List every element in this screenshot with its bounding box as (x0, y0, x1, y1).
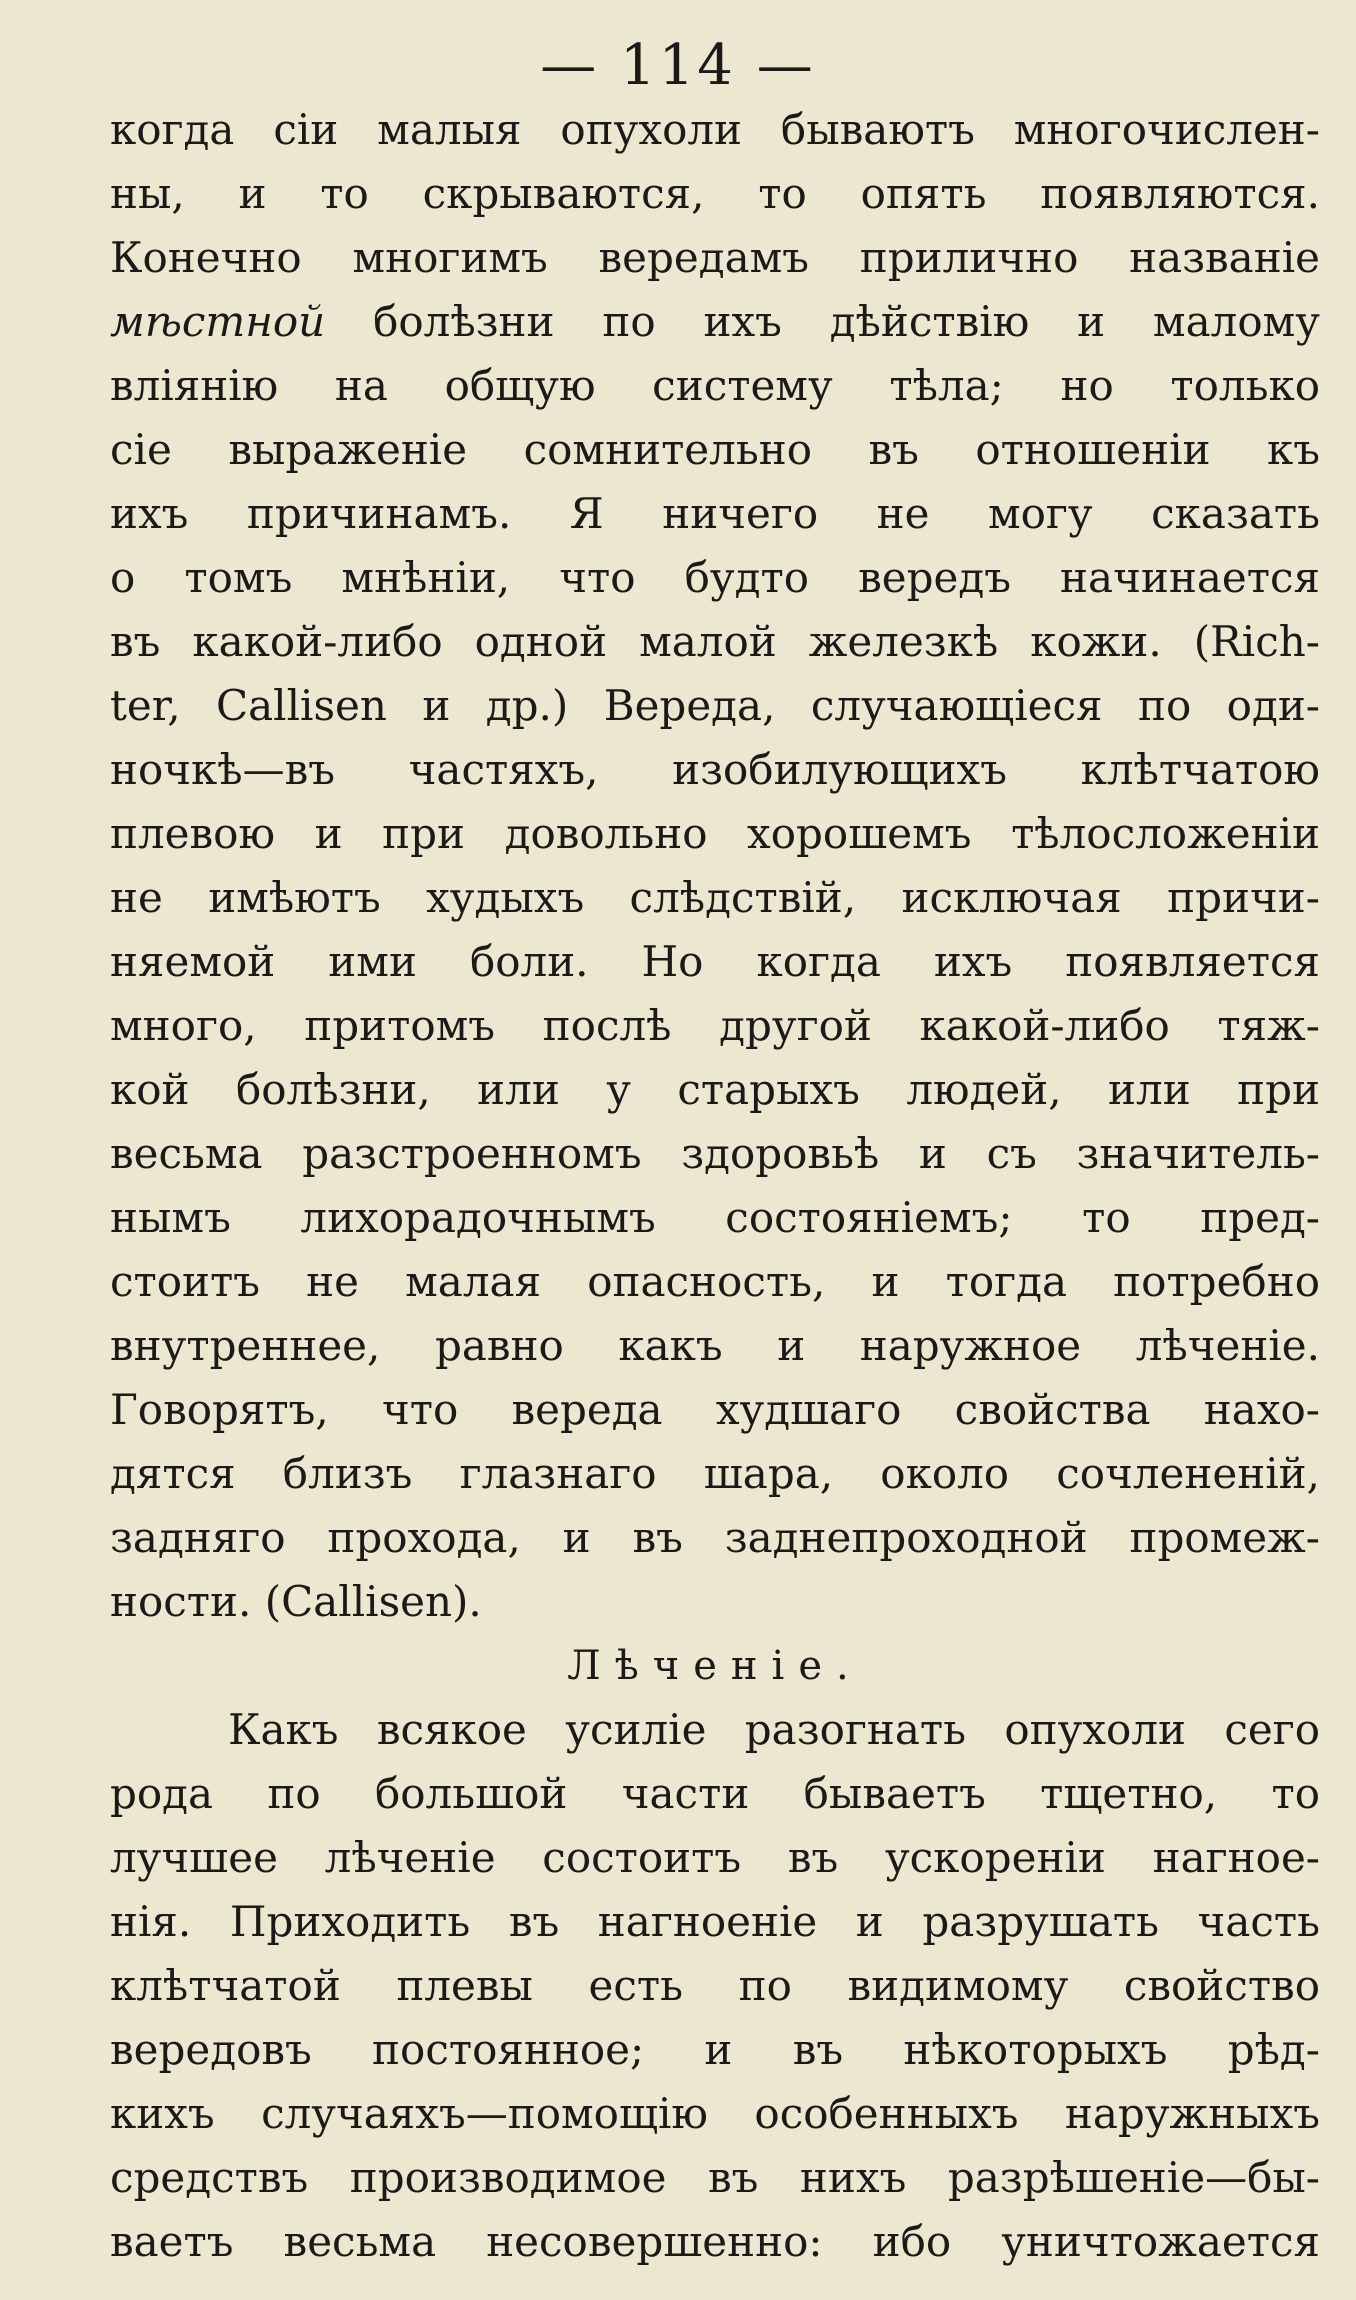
text-line: ночкѣ—въ частяхъ, изобилующихъ клѣтчатою (110, 745, 1320, 794)
text-line: плевою и при довольно хорошемъ тѣлосложеніи (110, 809, 1320, 858)
text-line: задняго прохода, и въ заднепроходной промеж- (110, 1513, 1320, 1562)
text-line: кихъ случаяхъ—помощію особенныхъ наружныхъ (110, 2089, 1320, 2138)
text-line: ихъ причинамъ. Я ничего не могу сказать (110, 489, 1320, 538)
text-block (110, 98, 1320, 2274)
text-line: нія. Приходить въ нагноеніе и разрушать часть (110, 1897, 1320, 1946)
text-line: нымъ лихорадочнымъ состояніемъ; то пред- (110, 1193, 1320, 1242)
page-number: — 114 — (540, 33, 816, 98)
text-line: ter, Callisen и др.) Вереда, случающіеся по оди- (110, 681, 1320, 730)
text-line: Какъ всякое усиліе разогнать опухоли сего (228, 1705, 1320, 1754)
text-line: ны, и то скрываются, то опять появляются. (110, 169, 1320, 218)
text-line: вліянію на общую систему тѣла; но только (110, 361, 1320, 410)
text-line: лучшее лѣченіе состоитъ въ ускореніи нагное- (110, 1833, 1320, 1882)
text-line: весьма разстроенномъ здоровьѣ и съ значитель- (110, 1129, 1320, 1178)
italic-word: мѣстной (110, 297, 326, 346)
text-line: ности. (Callisen). (110, 1577, 482, 1626)
text-line: ваетъ весьма несовершенно: ибо уничтожается (110, 2217, 1320, 2266)
paragraph-1 (110, 98, 1320, 1634)
text-line-rest: болѣзни по ихъ дѣйствію и малому (373, 297, 1320, 346)
text-line: средствъ производимое въ нихъ разрѣшеніе—бы- (110, 2153, 1320, 2202)
paragraph-2 (110, 1698, 1320, 2274)
text-line: много, притомъ послѣ другой какой-либо тяж- (110, 1001, 1320, 1050)
text-line: о томъ мнѣніи, что будто вередъ начинается (110, 553, 1320, 602)
text-line: дятся близъ глазнаго шара, около сочлененій, (110, 1449, 1320, 1498)
text-line: сіе выраженіе сомнительно въ отношеніи къ (110, 425, 1320, 474)
text-line: Конечно многимъ вередамъ прилично названіе (110, 233, 1320, 282)
text-line: не имѣютъ худыхъ слѣдствій, исключая причи- (110, 873, 1320, 922)
section-heading: Лѣченіе. (567, 1643, 863, 1689)
text-line: въ какой-либо одной малой железкѣ кожи. (Rich- (110, 617, 1320, 666)
text-line: клѣтчатой плевы есть по видимому свойство (110, 1961, 1320, 2010)
text-line: когда сіи малыя опухоли бываютъ многочислен- (110, 105, 1320, 154)
text-line: кой болѣзни, или у старыхъ людей, или при (110, 1065, 1320, 1114)
text-line: рода по большой части бываетъ тщетно, то (110, 1769, 1320, 1818)
text-line: Говорятъ, что вереда худшаго свойства нахо- (110, 1385, 1320, 1434)
text-line: стоитъ не малая опасность, и тогда потребно (110, 1257, 1320, 1306)
text-line (110, 290, 1320, 354)
text-line: внутреннее, равно какъ и наружное лѣченіе. (110, 1321, 1320, 1370)
text-line: няемой ими боли. Но когда ихъ появляется (110, 937, 1320, 986)
text-line: вередовъ постоянное; и въ нѣкоторыхъ рѣд- (110, 2025, 1320, 2074)
